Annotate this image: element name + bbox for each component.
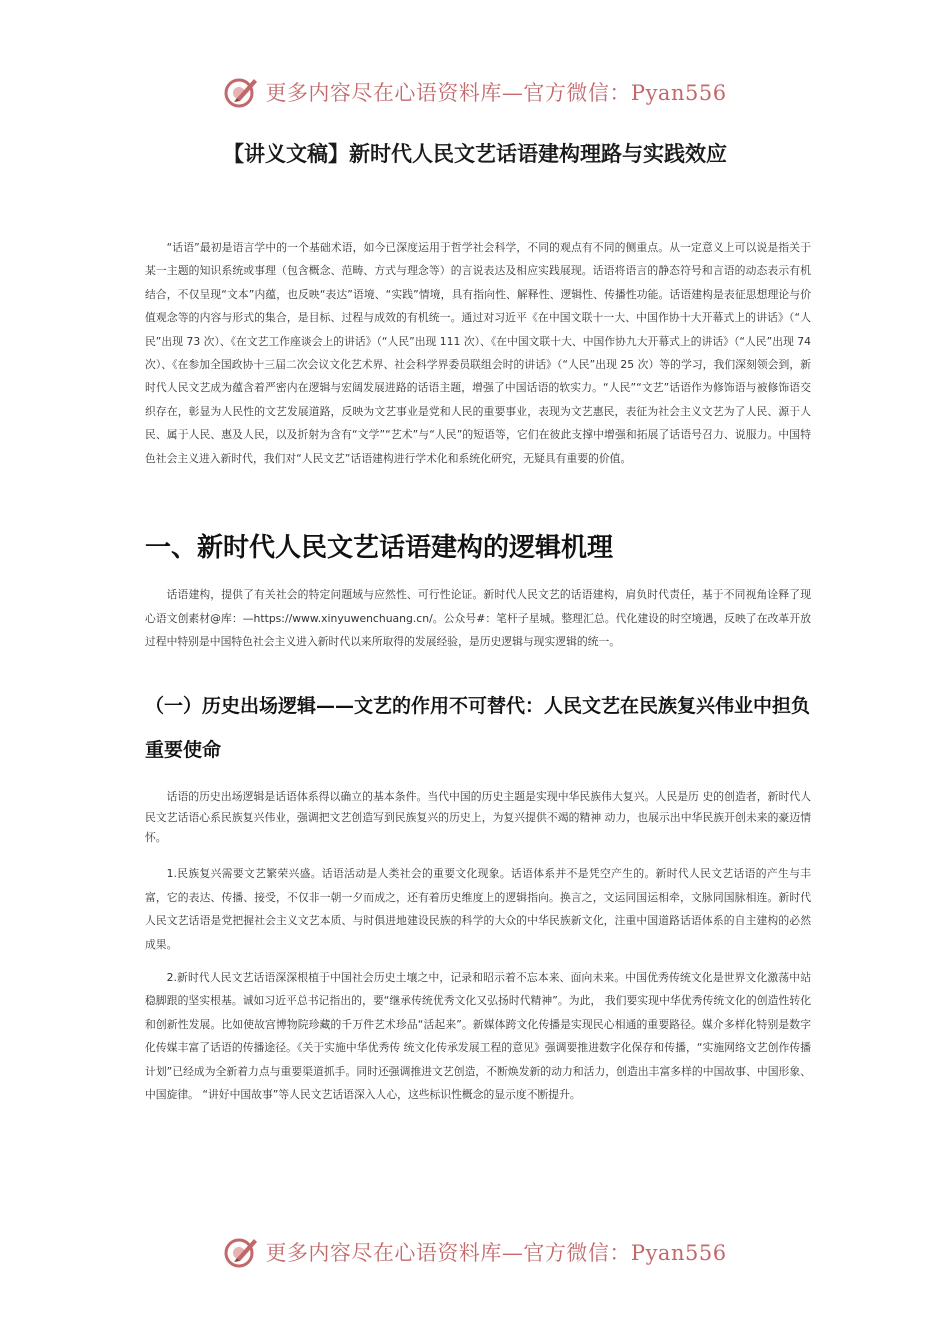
watermark-text: 更多内容尽在心语资料库—官方微信：Pyan556	[265, 1241, 727, 1265]
subsection-1-paragraph-3: 2.新时代人民文艺话语深深根植于中国社会历史土壤之中，记录和昭示着不忘本来、面向未来。中国优秀传统文化是世界文化激荡中站稳脚跟的坚实根基。诚如习近平总书记指出的，要“继承传统优秀文化又弘扬时代精神”。为此， 我们要实现中华优秀传统文化的创造性转化和创新性发展。比如使故宫博物院珍藏的千万件艺术珍品“活起来”。新媒体跨文化传播是实现民心相通的重要路径。媒介多样化特别是数字化传媒丰富了话语的传播途径。《关于实施中华优秀传 统文化传承发展工程的意见》强调要推进数字化保存和传播，“实施网络文艺创作传播计划”已经成为全新着力点与重要渠道抓手。同时还强调推进文艺创造，不断焕发新的动力和活力，创造出丰富多样的中国故事、中国形象、中国旋律。 “讲好中国故事”等人民文艺话语深入人心，这些标识性概念的显示度不断提升。	[145, 971, 811, 1102]
watermark-banner-bottom	[0, 1232, 950, 1272]
watermark-text: 更多内容尽在心语资料库—官方微信：Pyan556	[265, 81, 727, 105]
subsection-1-paragraph-1: 话语的历史出场逻辑是话语体系得以确立的基本条件。当代中国的历史主题是实现中华民族伟大复兴。人民是历 史的创造者，新时代人民文艺话语心系民族复兴伟业，强调把文艺创造写到民族复兴的历史上，为复兴提供不竭的精神 动力，也展示出中华民族开创未来的豪迈情怀。	[145, 790, 811, 844]
intro-paragraph: “话语”最初是语言学中的一个基础术语，如今已深度运用于哲学社会科学，不同的观点有不同的侧重点。从一定意义上可以说是指关于某一主题的知识系统或事理（包含概念、范畴、方式与理念等）的言说表达及相应实践展现。话语将语言的静态符号和言语的动态表示有机结合，不仅呈现“文本”内蕴，也反映“表达”语境、“实践”情境，具有指向性、解释性、逻辑性、传播性功能。话语建构是表征思想理论与价值观念等的内容与形式的集合，是目标、过程与成效的有机统一。通过对习近平《在中国文联十一大、中国作协十大开幕式上的讲话》（“人民”出现 73 次）、《在文艺工作座谈会上的讲话》（“人民”出现 111 次）、《在中国文联十大、中国作协九大开幕式上的讲话》（“人民”出现 74 次）、《在参加全国政协十三届二次会议文化艺术界、社会科学界委员联组会时的讲话》（“人民”出现 25 次）等的学习，我们深刻领会到，新时代人民文艺成为蕴含着严密内在逻辑与宏阔发展进路的话语主题，增强了中国话语的软实力。“人民”“文艺”话语作为修饰语与被修饰语交织存在，彰显为人民性的文艺发展道路，反映为文艺事业是党和人民的重要事业，表现为文艺惠民，表征为社会主义文艺为了人民、源于人民、属于人民、惠及人民，以及折射为含有“文学”“艺术”与“人民”的短语等，它们在彼此支撑中增强和拓展了话语号召力、说服力。中国特色社会主义进入新时代，我们对“人民文艺”话语建构进行学术化和系统化研究，无疑具有重要的价值。	[145, 241, 811, 465]
subsection-1-paragraph-2: 1.民族复兴需要文艺繁荣兴盛。话语活动是人类社会的重要文化现象。话语体系并不是凭空产生的。新时代人民文艺话语的产生与丰富，它的表达、传播、接受，不仅非一朝一夕而成之，还有着历史维度上的逻辑指向。换言之，文运同国运相牵，文脉同国脉相连。新时代人民文艺话语是党把握社会主义文艺本质、与时俱进地建设民族的科学的大众的中华民族新文化，注重中国道路话语体系的自主建构的必然成果。	[145, 867, 811, 951]
section-1-paragraph: 话语建构，提供了有关社会的特定问题域与应然性、可行性论证。新时代人民文艺的话语建构，肩负时代责任，基于不同视角诠释了现心语文创素材@库：—https://www.xinyuwenchuang.cn/。公众号#：笔杆子星城。整理汇总。代化建设的时空境遇，反映了在改革开放过程中特别是中国特色社会主义进入新时代以来所取得的发展经验，是历史逻辑与现实逻辑的统一。	[145, 588, 811, 648]
section-1-heading: 一、新时代人民文艺话语建构的逻辑机理	[145, 533, 614, 563]
brush-logo-icon	[223, 74, 259, 110]
document-title: 【讲义文稿】新时代人民文艺话语建构理路与实践效应	[223, 142, 727, 166]
brush-logo-icon	[223, 1234, 259, 1270]
subsection-1-heading: （一）历史出场逻辑——文艺的作用不可替代：人民文艺在民族复兴伟业中担负重要使命	[145, 695, 811, 761]
watermark-banner-top	[0, 72, 950, 112]
